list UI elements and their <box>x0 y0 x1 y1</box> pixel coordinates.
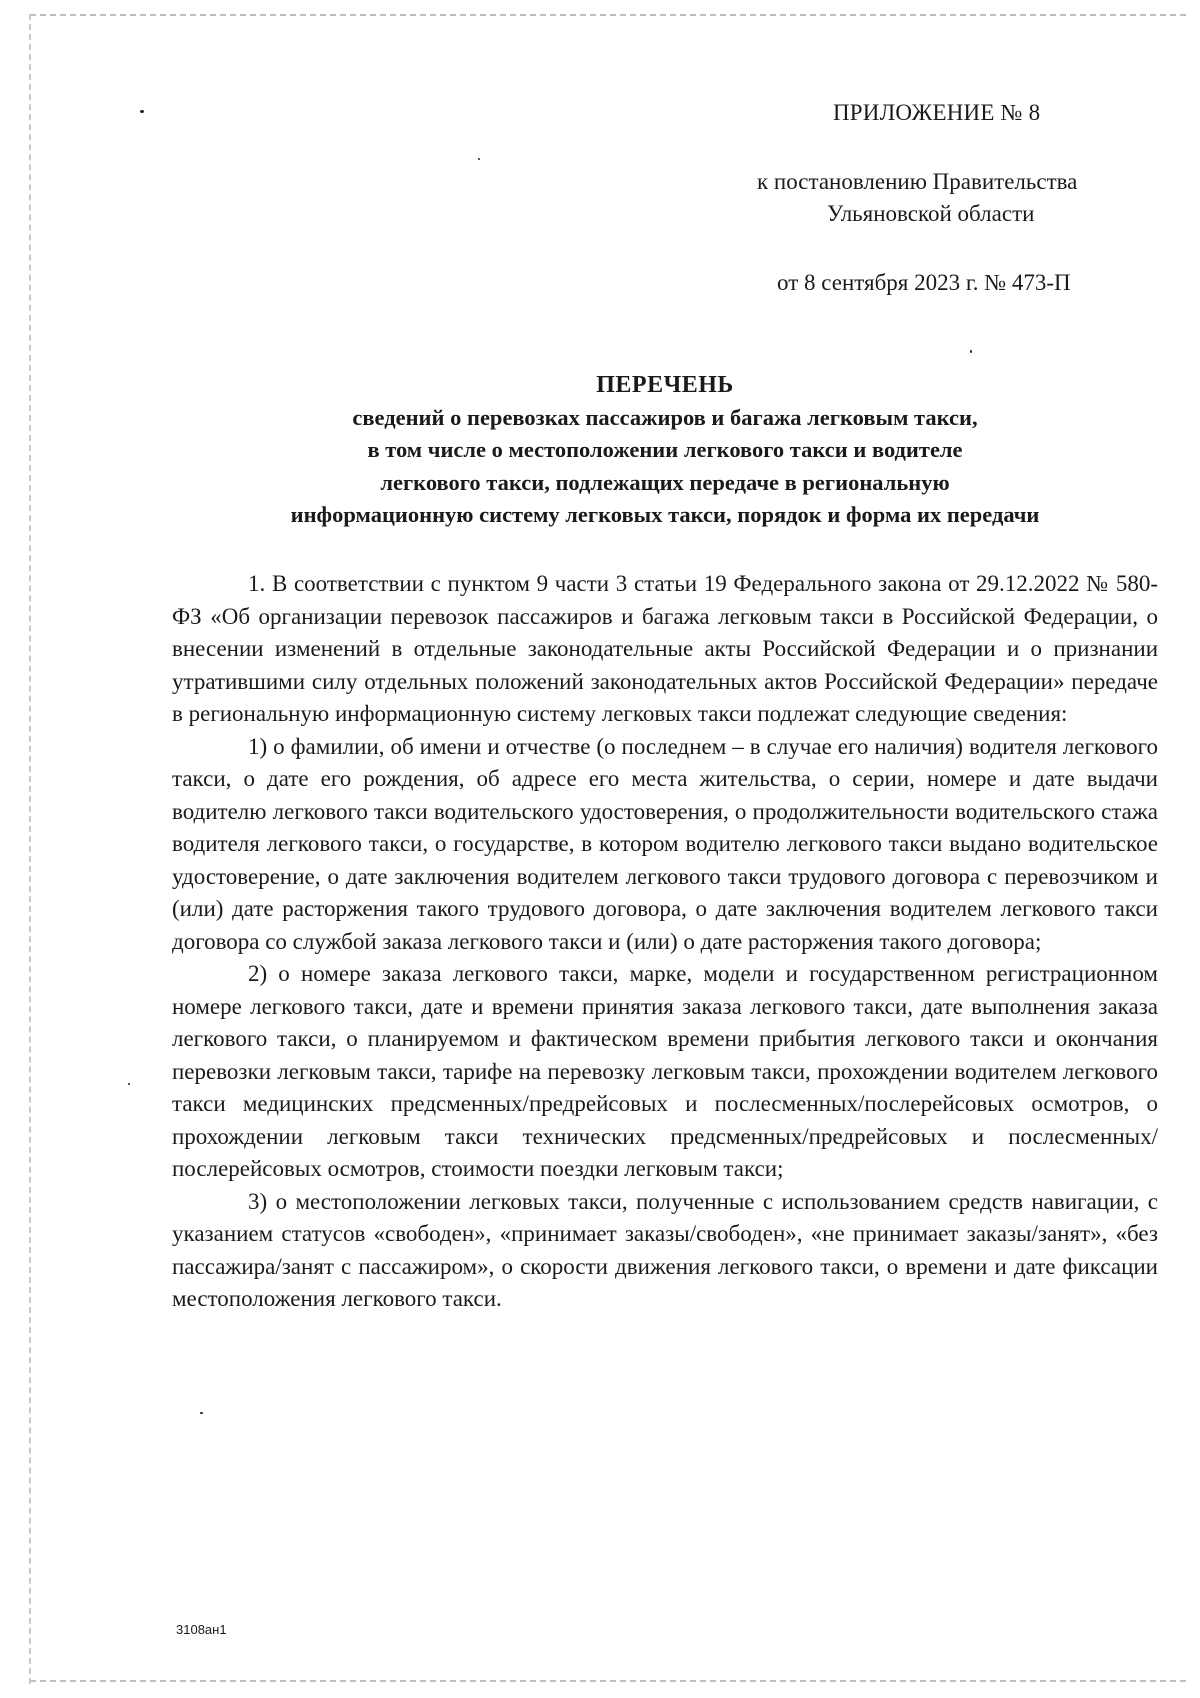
scan-speck <box>478 158 480 160</box>
scan-border-left <box>29 14 31 1684</box>
scan-speck <box>970 350 972 353</box>
appendix-title: ПРИЛОЖЕНИЕ № 8 <box>833 100 1041 125</box>
appendix-line-date-number: от 8 сентября 2023 г. № 473-П <box>777 270 1071 295</box>
document-heading <box>170 369 1160 532</box>
scan-speck <box>140 110 144 113</box>
document-body <box>172 568 1158 1316</box>
scan-speck <box>200 1412 203 1414</box>
paragraph-item-3: 3) о местоположении легковых такси, полученные с использованием средств навигации, с указанием статусов «свободен», «принимает заказы/свободен», «не принимает заказы/занят», «без пассажира/занят с пассажиром», о скорости движения легкового такси, о времени и дате фиксации местоположения легкового такси. <box>172 1188 1158 1311</box>
paragraph-item-1: 1) о фамилии, об имени и отчестве (о последнем – в случае его наличия) водителя легкового такси, о дате его рождения, об адресе его места жительства, о серии, номере и дате выдачи водителю легкового такси водительского удостоверения, о продолжительности водительского стажа водителя легкового такси, о государстве, в котором водителю легкового такси выдано водительское удостоверение, о дате заключения водителем легкового такси трудового договора с перевозчиком и (или) дате расторжения такого трудового договора, о дате заключения водителем легкового такси договора со службой заказа легкового такси и (или) о дате расторжения такого договора; <box>172 733 1158 954</box>
footer-code: 3108ан1 <box>176 1622 227 1637</box>
heading-line: информационную систему легковых такси, порядок и форма их передачи <box>290 502 1040 527</box>
paragraph-1: 1. В соответствии с пунктом 9 части 3 статьи 19 Федерального закона от 29.12.2022 № 580-ФЗ «Об организации перевозок пассажиров и багажа легковым такси в Российской Федерации, о внесении изменений в отдельные законодательные акты Российской Федерации и о признании утратившими силу отдельных положений законодательных актов Российской Федерации» передаче в региональную информационную систему легковых такси подлежат следующие сведения: <box>172 571 1158 726</box>
heading-line: легкового такси, подлежащих передаче в региональную <box>380 469 950 495</box>
appendix-line-resolution: к постановлению Правительства <box>757 169 1078 194</box>
appendix-line-region: Ульяновской области <box>827 201 1035 226</box>
scan-speck <box>128 1083 130 1085</box>
paragraph-item-2: 2) о номере заказа легкового такси, марке, модели и государственном регистрационном номере легкового такси, дате и времени принятия заказа легкового такси, дате выполнения заказа легкового такси, о планируемом и фактическом времени прибытия легкового такси и окончания перевозки легковым такси, тарифе на перевозку легковым такси, прохождении водителем легкового такси медицинских предсменных/предрейсовых и послесменных/послерейсовых осмотров, о прохождении легковым такси технических предсменных/предрейсовых и послесменных/послерейсовых осмотров, стоимости поездки легковым такси; <box>172 961 1158 1181</box>
scan-border-top <box>30 14 1186 16</box>
heading-line: в том числе о местоположении легкового такси и водителе <box>367 437 963 462</box>
scan-border-bottom <box>30 1680 1186 1682</box>
heading-line: сведений о перевозках пассажиров и багажа легковым такси, <box>352 404 978 430</box>
heading-title: ПЕРЕЧЕНЬ <box>596 372 734 398</box>
